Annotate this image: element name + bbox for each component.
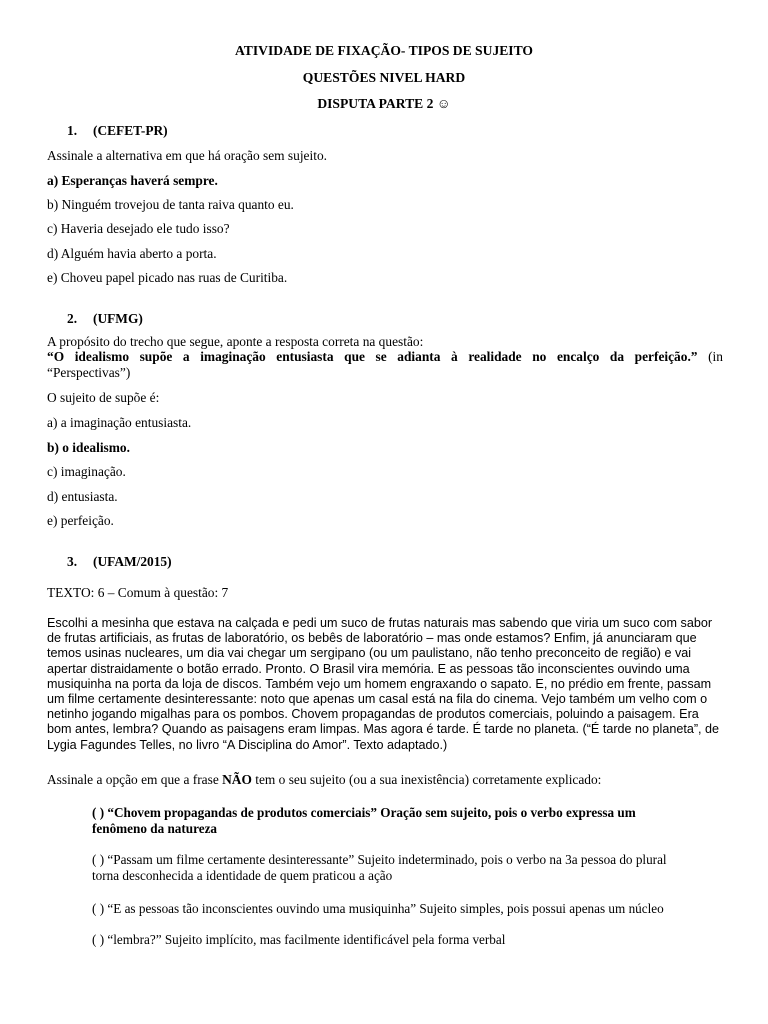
document-part: DISPUTA PARTE 2 ☺ — [317, 96, 451, 111]
q2-quote — [47, 349, 723, 365]
q2-quote-word: adianta — [397, 349, 441, 364]
document-subtitle: QUESTÕES NIVEL HARD — [302, 70, 466, 85]
q3-instruction-pre: Assinale a opção em que a frase — [47, 772, 223, 787]
q3-passage — [47, 616, 723, 753]
q2-quote-word: encalço — [556, 349, 600, 364]
q1-prompt: Assinale a alternativa em que há oração sem sujeito. — [47, 148, 327, 163]
q3-heading — [67, 554, 172, 570]
q3-option-1 — [92, 805, 732, 837]
q3-text-label: TEXTO: 6 – Comum à questão: 7 — [47, 585, 229, 600]
q2-quote-tail: (in — [708, 349, 723, 364]
q2-quote-word: a — [182, 349, 190, 364]
q3-option-4-line: ( ) “lembra?” Sujeito implícito, mas facilmente identificável pela forma verbal — [92, 932, 506, 947]
passage-line: um filme certamente desinteressante: noto que apenas um casal está na fila do cinema. Vejo também um velho com o — [47, 692, 708, 707]
q3-source: (UFAM/2015) — [93, 554, 172, 569]
q2-question: O sujeito de supõe é: — [47, 390, 160, 405]
q2-option-a: a) a imaginação entusiasta. — [47, 415, 192, 430]
q3-option-2-line: ( ) “Passam um filme certamente desinteressante” Sujeito indeterminado, pois o verbo na 3a pessoa do plural — [92, 852, 667, 867]
q2-quote-word: “O — [47, 349, 65, 364]
q2-quote-word: da — [609, 349, 625, 364]
q3-option-1-line: fenômeno da natureza — [92, 821, 218, 836]
q3-option-3 — [92, 901, 732, 917]
q2-quote-word: no — [532, 349, 547, 364]
q2-quote-word: supõe — [139, 349, 173, 364]
passage-line: Lygia Fagundes Telles, no livro “A Disciplina do Amor”. Texto adaptado.) — [47, 737, 448, 752]
q2-quote-source: “Perspectivas”) — [47, 365, 131, 380]
passage-line: bom antes, lembra? Quando as paisagens eram limpas. Mas agora é tarde. É tarde no planeta. (“É tarde no planeta”, de — [47, 722, 720, 737]
q2-option-d: d) entusiasta. — [47, 489, 118, 504]
q2-quote-word: se — [375, 349, 387, 364]
q3-option-1-line: ( ) “Chovem propagandas de produtos comerciais” Oração sem sujeito, pois o verbo expressa um — [92, 805, 636, 820]
q1-number: 1. — [67, 123, 78, 138]
q2-quote-word: à — [451, 349, 458, 364]
q2-option-c: c) imaginação. — [47, 464, 126, 479]
q1-option-c: c) Haveria desejado ele tudo isso? — [47, 221, 230, 236]
q3-instruction-emphasis: NÃO — [222, 772, 252, 787]
q3-instruction — [47, 772, 601, 788]
q3-option-2 — [92, 852, 732, 884]
q2-option-b: b) o idealismo. — [47, 440, 130, 455]
q2-option-e: e) perfeição. — [47, 513, 114, 528]
q1-option-a: a) Esperanças haverá sempre. — [47, 173, 218, 188]
passage-line: de frutas artificiais, as frutas de laboratório, os bebês de laboratório – mas onde estamos? Enfim, já anunciaram que — [47, 631, 697, 646]
q1-option-d: d) Alguém havia aberto a porta. — [47, 246, 217, 261]
q2-quote-word: realidade — [468, 349, 522, 364]
passage-line: netinho jogando migalhas para os pombos. Chovem propagandas de produtos comerciais, poluindo a paisagem. Era — [47, 707, 699, 722]
q1-option-e: e) Choveu papel picado nas ruas de Curitiba. — [47, 270, 288, 285]
passage-line: apertar distraidamente o botão errado. Pronto. O Brasil vira memória. E as pessoas tão inconscientes ouvindo uma — [47, 661, 690, 676]
q3-option-4 — [92, 932, 732, 948]
passage-line: Escolhi a mesinha que estava na calçada e pedi um suco de frutas naturais mas sabendo que viria um suco com sabor — [47, 616, 713, 630]
q3-option-2-line: torna desconhecida a identidade de quem praticou a ação — [92, 868, 393, 883]
q3-instruction-post: tem o seu sujeito (ou a sua inexistência) corretamente explicado: — [251, 772, 602, 787]
q2-quote-word: imaginação — [200, 349, 266, 364]
q2-quote-word: idealismo — [74, 349, 130, 364]
q2-number: 2. — [67, 311, 78, 326]
q2-quote-word: entusiasta — [276, 349, 334, 364]
q2-heading — [67, 311, 143, 327]
passage-line: temos usinas nucleares, um dia vai chegar um sergipano (ou um paulistano, não tenho preconceito de região) e vai — [47, 646, 692, 661]
q3-number: 3. — [67, 554, 78, 569]
q1-source: (CEFET-PR) — [93, 123, 168, 138]
q1-heading — [67, 123, 168, 139]
q2-quote-word: perfeição.” — [634, 349, 698, 364]
document-title: ATIVIDADE DE FIXAÇÃO- TIPOS DE SUJEITO — [235, 43, 533, 58]
q2-prompt: A propósito do trecho que segue, aponte a resposta correta na questão: — [47, 334, 424, 349]
passage-line: musiquinha na porta da loja de discos. Também vejo um homem engraxando o sapato. E, no prédio em frente, passam — [47, 676, 712, 691]
q1-option-b: b) Ninguém trovejou de tanta raiva quanto eu. — [47, 197, 294, 212]
q2-quote-word: que — [344, 349, 365, 364]
q2-source: (UFMG) — [93, 311, 143, 326]
q3-option-3-line: ( ) “E as pessoas tão inconscientes ouvindo uma musiquinha” Sujeito simples, pois possui apenas um núcleo — [92, 901, 664, 916]
